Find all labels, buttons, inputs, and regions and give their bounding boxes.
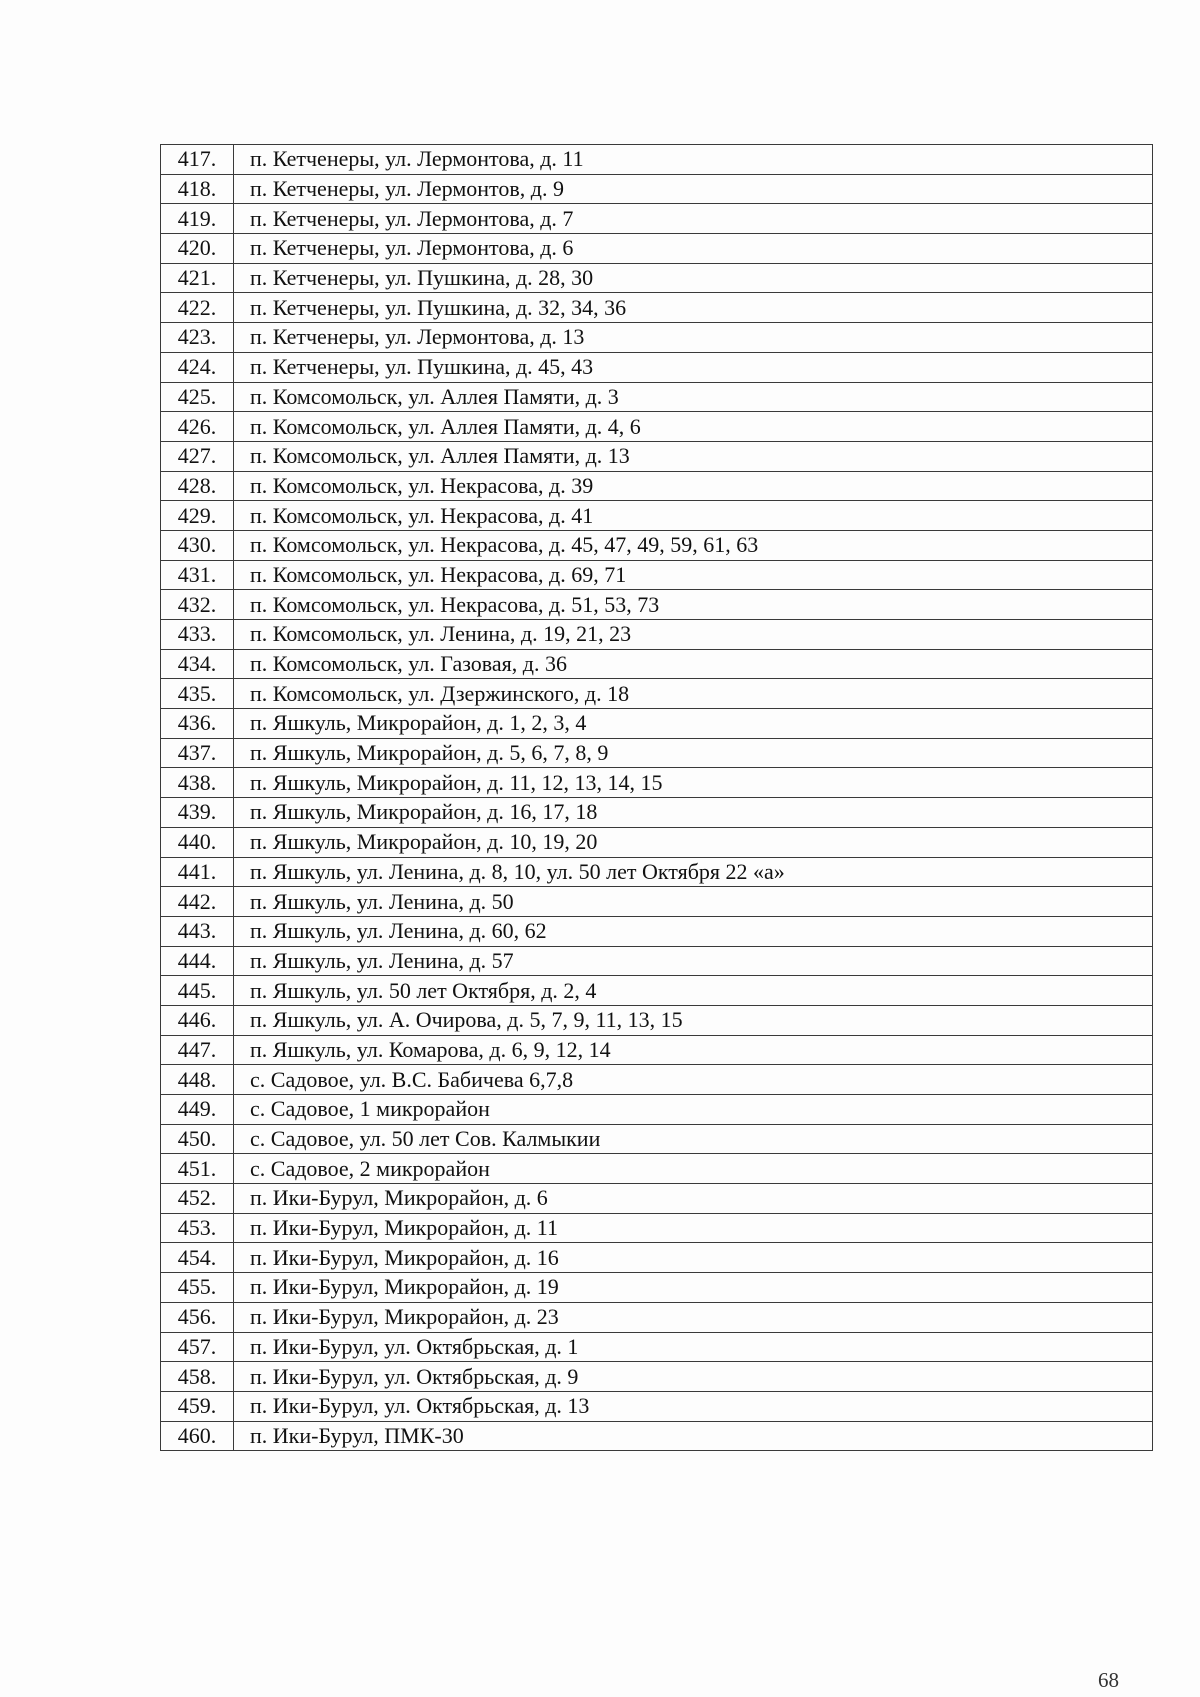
table-row — [161, 827, 1153, 857]
table-row — [161, 768, 1153, 798]
address-cell: п. Яшкуль, ул. Ленина, д. 50 — [234, 887, 1153, 917]
address-cell: с. Садовое, 2 микрорайон — [234, 1154, 1153, 1184]
row-number: 434. — [161, 649, 234, 679]
table-row — [161, 1065, 1153, 1095]
table-row — [161, 501, 1153, 531]
row-number: 450. — [161, 1124, 234, 1154]
address-table — [160, 144, 1153, 1451]
address-cell: п. Кетченеры, ул. Лермонтова, д. 7 — [234, 204, 1153, 234]
table-row — [161, 1035, 1153, 1065]
table-row — [161, 857, 1153, 887]
row-number: 444. — [161, 946, 234, 976]
row-number: 455. — [161, 1273, 234, 1303]
table-row — [161, 976, 1153, 1006]
row-number: 452. — [161, 1184, 234, 1214]
row-number: 448. — [161, 1065, 234, 1095]
address-cell: п. Ики-Бурул, ул. Октябрьская, д. 13 — [234, 1391, 1153, 1421]
row-number: 417. — [161, 145, 234, 175]
address-cell: п. Комсомольск, ул. Аллея Памяти, д. 13 — [234, 441, 1153, 471]
row-number: 445. — [161, 976, 234, 1006]
address-cell: п. Кетченеры, ул. Лермонтова, д. 11 — [234, 145, 1153, 175]
address-cell: п. Ики-Бурул, Микрорайон, д. 11 — [234, 1213, 1153, 1243]
row-number: 427. — [161, 441, 234, 471]
row-number: 458. — [161, 1362, 234, 1392]
table-row — [161, 1213, 1153, 1243]
row-number: 420. — [161, 234, 234, 264]
address-cell: п. Ики-Бурул, Микрорайон, д. 23 — [234, 1302, 1153, 1332]
row-number: 432. — [161, 590, 234, 620]
row-number: 425. — [161, 382, 234, 412]
table-row — [161, 738, 1153, 768]
row-number: 447. — [161, 1035, 234, 1065]
row-number: 423. — [161, 323, 234, 353]
table-row — [161, 1095, 1153, 1125]
table-row — [161, 887, 1153, 917]
table-row — [161, 709, 1153, 739]
address-cell: с. Садовое, 1 микрорайон — [234, 1095, 1153, 1125]
address-cell: п. Яшкуль, Микрорайон, д. 16, 17, 18 — [234, 798, 1153, 828]
row-number: 451. — [161, 1154, 234, 1184]
row-number: 424. — [161, 352, 234, 382]
address-cell: п. Комсомольск, ул. Газовая, д. 36 — [234, 649, 1153, 679]
address-cell: п. Яшкуль, ул. 50 лет Октября, д. 2, 4 — [234, 976, 1153, 1006]
row-number: 456. — [161, 1302, 234, 1332]
address-cell: п. Ики-Бурул, Микрорайон, д. 19 — [234, 1273, 1153, 1303]
address-cell: п. Ики-Бурул, ул. Октябрьская, д. 9 — [234, 1362, 1153, 1392]
table-row — [161, 1302, 1153, 1332]
row-number: 438. — [161, 768, 234, 798]
table-row — [161, 560, 1153, 590]
table-row — [161, 471, 1153, 501]
row-number: 441. — [161, 857, 234, 887]
table-row — [161, 174, 1153, 204]
row-number: 449. — [161, 1095, 234, 1125]
table-row — [161, 323, 1153, 353]
address-cell: п. Ики-Бурул, ПМК-30 — [234, 1421, 1153, 1451]
table-row — [161, 234, 1153, 264]
address-cell: п. Яшкуль, ул. Комарова, д. 6, 9, 12, 14 — [234, 1035, 1153, 1065]
address-cell: с. Садовое, ул. 50 лет Сов. Калмыкии — [234, 1124, 1153, 1154]
row-number: 418. — [161, 174, 234, 204]
address-cell: п. Яшкуль, ул. А. Очирова, д. 5, 7, 9, 11, 13, 15 — [234, 1005, 1153, 1035]
table-row — [161, 1273, 1153, 1303]
table-row — [161, 412, 1153, 442]
row-number: 428. — [161, 471, 234, 501]
row-number: 436. — [161, 709, 234, 739]
address-cell: п. Комсомольск, ул. Некрасова, д. 39 — [234, 471, 1153, 501]
table-row — [161, 441, 1153, 471]
address-cell: п. Ики-Бурул, ул. Октябрьская, д. 1 — [234, 1332, 1153, 1362]
row-number: 454. — [161, 1243, 234, 1273]
address-cell: п. Яшкуль, ул. Ленина, д. 8, 10, ул. 50 лет Октября 22 «а» — [234, 857, 1153, 887]
address-table-body — [161, 145, 1153, 1451]
address-cell: п. Кетченеры, ул. Лермонтов, д. 9 — [234, 174, 1153, 204]
table-row — [161, 1421, 1153, 1451]
address-cell: п. Яшкуль, Микрорайон, д. 10, 19, 20 — [234, 827, 1153, 857]
row-number: 453. — [161, 1213, 234, 1243]
row-number: 430. — [161, 530, 234, 560]
table-row — [161, 382, 1153, 412]
address-cell: п. Кетченеры, ул. Пушкина, д. 28, 30 — [234, 263, 1153, 293]
table-row — [161, 649, 1153, 679]
table-row — [161, 679, 1153, 709]
table-row — [161, 352, 1153, 382]
row-number: 437. — [161, 738, 234, 768]
table-row — [161, 1154, 1153, 1184]
table-row — [161, 1332, 1153, 1362]
row-number: 439. — [161, 798, 234, 828]
table-row — [161, 530, 1153, 560]
table-row — [161, 263, 1153, 293]
address-cell: п. Яшкуль, Микрорайон, д. 1, 2, 3, 4 — [234, 709, 1153, 739]
row-number: 442. — [161, 887, 234, 917]
row-number: 460. — [161, 1421, 234, 1451]
table-row — [161, 145, 1153, 175]
row-number: 419. — [161, 204, 234, 234]
table-row — [161, 1124, 1153, 1154]
table-row — [161, 1243, 1153, 1273]
row-number: 443. — [161, 916, 234, 946]
table-row — [161, 204, 1153, 234]
row-number: 429. — [161, 501, 234, 531]
table-row — [161, 1005, 1153, 1035]
row-number: 440. — [161, 827, 234, 857]
address-cell: п. Комсомольск, ул. Некрасова, д. 69, 71 — [234, 560, 1153, 590]
address-cell: п. Яшкуль, ул. Ленина, д. 60, 62 — [234, 916, 1153, 946]
address-cell: п. Комсомольск, ул. Аллея Памяти, д. 4, 6 — [234, 412, 1153, 442]
row-number: 422. — [161, 293, 234, 323]
table-row — [161, 590, 1153, 620]
row-number: 426. — [161, 412, 234, 442]
address-cell: п. Комсомольск, ул. Некрасова, д. 41 — [234, 501, 1153, 531]
address-cell: п. Ики-Бурул, Микрорайон, д. 6 — [234, 1184, 1153, 1214]
table-row — [161, 916, 1153, 946]
address-cell: с. Садовое, ул. В.С. Бабичева 6,7,8 — [234, 1065, 1153, 1095]
row-number: 433. — [161, 620, 234, 650]
address-cell: п. Комсомольск, ул. Некрасова, д. 51, 53, 73 — [234, 590, 1153, 620]
address-cell: п. Яшкуль, Микрорайон, д. 5, 6, 7, 8, 9 — [234, 738, 1153, 768]
address-cell: п. Комсомольск, ул. Ленина, д. 19, 21, 23 — [234, 620, 1153, 650]
table-row — [161, 1184, 1153, 1214]
table-row — [161, 1362, 1153, 1392]
row-number: 421. — [161, 263, 234, 293]
address-cell: п. Кетченеры, ул. Пушкина, д. 32, 34, 36 — [234, 293, 1153, 323]
table-row — [161, 946, 1153, 976]
address-cell: п. Кетченеры, ул. Лермонтова, д. 13 — [234, 323, 1153, 353]
address-cell: п. Яшкуль, ул. Ленина, д. 57 — [234, 946, 1153, 976]
row-number: 459. — [161, 1391, 234, 1421]
row-number: 431. — [161, 560, 234, 590]
row-number: 457. — [161, 1332, 234, 1362]
address-cell: п. Кетченеры, ул. Лермонтова, д. 6 — [234, 234, 1153, 264]
address-cell: п. Комсомольск, ул. Аллея Памяти, д. 3 — [234, 382, 1153, 412]
table-row — [161, 620, 1153, 650]
row-number: 446. — [161, 1005, 234, 1035]
table-row — [161, 293, 1153, 323]
table-row — [161, 798, 1153, 828]
address-cell: п. Комсомольск, ул. Дзержинского, д. 18 — [234, 679, 1153, 709]
table-row — [161, 1391, 1153, 1421]
page-number: 68 — [1098, 1668, 1119, 1692]
address-cell: п. Ики-Бурул, Микрорайон, д. 16 — [234, 1243, 1153, 1273]
address-cell: п. Кетченеры, ул. Пушкина, д. 45, 43 — [234, 352, 1153, 382]
address-cell: п. Яшкуль, Микрорайон, д. 11, 12, 13, 14, 15 — [234, 768, 1153, 798]
address-cell: п. Комсомольск, ул. Некрасова, д. 45, 47, 49, 59, 61, 63 — [234, 530, 1153, 560]
row-number: 435. — [161, 679, 234, 709]
